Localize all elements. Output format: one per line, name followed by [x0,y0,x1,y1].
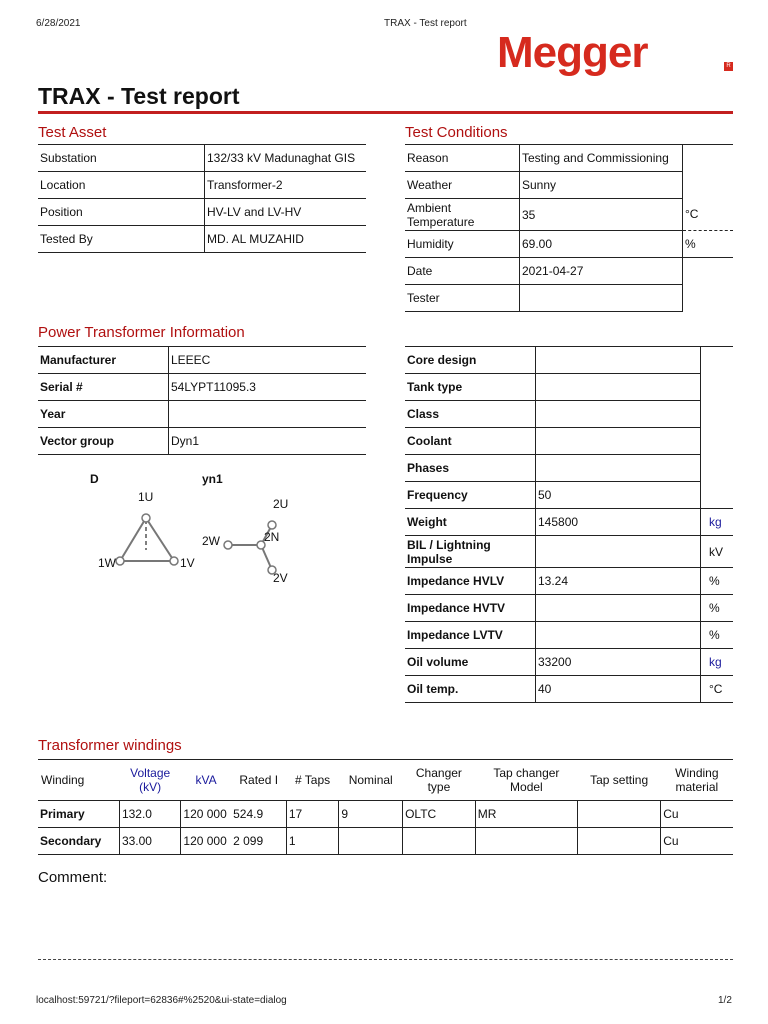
transformer-info-table [38,346,366,455]
asset-label: Location [38,172,205,199]
registered-mark-icon: R [724,62,733,71]
transformer-spec-label: Impedance LVTV [405,622,536,649]
condition-unit [683,172,734,199]
condition-unit [683,145,734,172]
print-title: TRAX - Test report [384,18,467,29]
report-title: TRAX - Test report [38,83,240,109]
condition-row [405,285,733,312]
asset-label: Substation [38,145,205,172]
condition-label: Ambient Temperature [405,199,520,231]
condition-label: Weather [405,172,520,199]
title-rule [38,111,733,114]
comment-label: Comment: [38,869,108,886]
transformer-info-label: Serial # [38,374,169,401]
winding-cell: 17 [286,801,339,828]
transformer-spec-value: 145800 [536,509,701,536]
winding-cell: MR [475,801,577,828]
transformer-spec-label: Class [405,401,536,428]
transformer-spec-label: Coolant [405,428,536,455]
windings-column-header: Changer type [403,760,476,801]
condition-label: Tester [405,285,520,312]
test-conditions-table [405,144,733,312]
transformer-spec-unit [701,401,734,428]
asset-row [38,145,366,172]
winding-cell: Cu [661,828,733,855]
windings-column-header: Tap setting [578,760,661,801]
windings-column-header: Voltage (kV) [119,760,180,801]
windings-column-header: Rated I [231,760,286,801]
transformer-spec-unit [701,428,734,455]
transformer-spec-value [536,622,701,649]
condition-row [405,145,733,172]
windings-column-header: Tap changer Model [475,760,577,801]
transformer-spec-unit [701,374,734,401]
terminal-2U: 2U [273,497,289,511]
condition-unit [683,258,734,285]
windings-column-header: Nominal [339,760,403,801]
winding-cell: 9 [339,801,403,828]
condition-row [405,172,733,199]
winding-cell: 132.0 [119,801,180,828]
transformer-info-label: Manufacturer [38,347,169,374]
winding-cell: 2 099 [231,828,286,855]
transformer-spec-unit: % [701,622,734,649]
condition-label: Reason [405,145,520,172]
condition-value: 2021-04-27 [520,258,683,285]
windings-column-header: Winding [38,760,119,801]
winding-cell: 33.00 [119,828,180,855]
transformer-spec-value [536,455,701,482]
transformer-info-value: Dyn1 [169,428,367,455]
winding-cell [403,828,476,855]
transformer-specs-table [405,346,733,703]
delta-label: D [90,472,99,486]
windings-table [38,759,733,855]
winding-cell [475,828,577,855]
transformer-spec-unit: kg [701,509,734,536]
asset-value: MD. AL MUZAHID [205,226,367,253]
condition-value [520,285,683,312]
transformer-spec-unit: kg [701,649,734,676]
winding-cell [578,828,661,855]
transformer-spec-row [405,649,733,676]
power-transformer-heading: Power Transformer Information [38,324,245,341]
transformer-info-label: Year [38,401,169,428]
transformer-spec-value [536,374,701,401]
print-page-number: 1/2 [718,995,732,1006]
transformer-spec-row [405,676,733,703]
asset-label: Tested By [38,226,205,253]
terminal-2N: 2N [264,530,280,544]
winding-cell [339,828,403,855]
transformer-spec-row [405,347,733,374]
condition-unit: °C [683,199,734,231]
transformer-spec-row [405,401,733,428]
asset-value: Transformer-2 [205,172,367,199]
transformer-spec-row [405,622,733,649]
asset-row [38,199,366,226]
print-date: 6/28/2021 [36,18,81,29]
transformer-spec-label: Impedance HVLV [405,568,536,595]
asset-value: HV-LV and LV-HV [205,199,367,226]
transformer-info-row [38,401,366,428]
transformer-spec-row [405,428,733,455]
transformer-spec-label: Tank type [405,374,536,401]
transformer-spec-value: 40 [536,676,701,703]
condition-row [405,231,733,258]
winding-cell: Secondary [38,828,119,855]
transformer-info-row [38,374,366,401]
terminal-1V: 1V [180,556,195,570]
vector-group-diagram [80,470,310,590]
transformer-spec-label: Frequency [405,482,536,509]
wye-label: yn1 [202,472,223,486]
windings-column-header: kVA [181,760,231,801]
transformer-spec-label: Impedance HVTV [405,595,536,622]
terminal-1U: 1U [138,490,154,504]
asset-row [38,172,366,199]
asset-label: Position [38,199,205,226]
transformer-info-value: LEEEC [169,347,367,374]
windings-heading: Transformer windings [38,737,182,754]
transformer-spec-row [405,455,733,482]
transformer-spec-value [536,428,701,455]
condition-label: Humidity [405,231,520,258]
transformer-info-value: 54LYPT11095.3 [169,374,367,401]
condition-unit: % [683,231,734,258]
winding-cell: Cu [661,801,733,828]
transformer-spec-label: BIL / Lightning Impulse [405,536,536,568]
transformer-spec-value: 50 [536,482,701,509]
transformer-spec-row [405,374,733,401]
transformer-spec-label: Oil temp. [405,676,536,703]
transformer-spec-value [536,347,701,374]
transformer-spec-row [405,568,733,595]
transformer-spec-unit: % [701,568,734,595]
asset-row [38,226,366,253]
transformer-spec-unit [701,347,734,374]
terminal-2V: 2V [273,571,288,585]
condition-unit [683,285,734,312]
transformer-spec-label: Weight [405,509,536,536]
transformer-spec-value: 33200 [536,649,701,676]
transformer-spec-value [536,595,701,622]
transformer-spec-unit: kV [701,536,734,568]
transformer-spec-unit [701,455,734,482]
terminal-2W: 2W [202,534,220,548]
transformer-spec-value [536,536,701,568]
condition-value: Testing and Commissioning [520,145,683,172]
condition-row [405,258,733,285]
winding-row [38,828,733,855]
winding-cell: OLTC [403,801,476,828]
test-asset-heading: Test Asset [38,124,107,141]
transformer-spec-row [405,595,733,622]
transformer-info-row [38,347,366,374]
transformer-info-value [169,401,367,428]
transformer-spec-row [405,482,733,509]
transformer-spec-row [405,536,733,568]
test-asset-table [38,144,366,253]
transformer-spec-unit: °C [701,676,734,703]
transformer-info-row [38,428,366,455]
test-conditions-heading: Test Conditions [405,124,508,141]
winding-cell: 120 000 [181,801,231,828]
transformer-spec-unit: % [701,595,734,622]
transformer-spec-label: Oil volume [405,649,536,676]
condition-value: Sunny [520,172,683,199]
transformer-spec-label: Phases [405,455,536,482]
winding-cell: 120 000 [181,828,231,855]
condition-value: 69.00 [520,231,683,258]
transformer-spec-value [536,401,701,428]
windings-column-header: Winding material [661,760,733,801]
transformer-spec-value: 13.24 [536,568,701,595]
condition-row [405,199,733,231]
transformer-spec-row [405,509,733,536]
megger-logo: Megger [497,28,648,77]
condition-value: 35 [520,199,683,231]
winding-cell: Primary [38,801,119,828]
print-url: localhost:59721/?fileport=62836#%2520&ui-state=dialog [36,995,287,1006]
transformer-spec-unit [701,482,734,509]
winding-cell: 1 [286,828,339,855]
windings-column-header: # Taps [286,760,339,801]
asset-value: 132/33 kV Madunaghat GIS [205,145,367,172]
comment-divider [38,959,733,960]
terminal-1W: 1W [98,556,116,570]
winding-cell [578,801,661,828]
transformer-spec-label: Core design [405,347,536,374]
transformer-info-label: Vector group [38,428,169,455]
winding-row [38,801,733,828]
winding-cell: 524.9 [231,801,286,828]
condition-label: Date [405,258,520,285]
